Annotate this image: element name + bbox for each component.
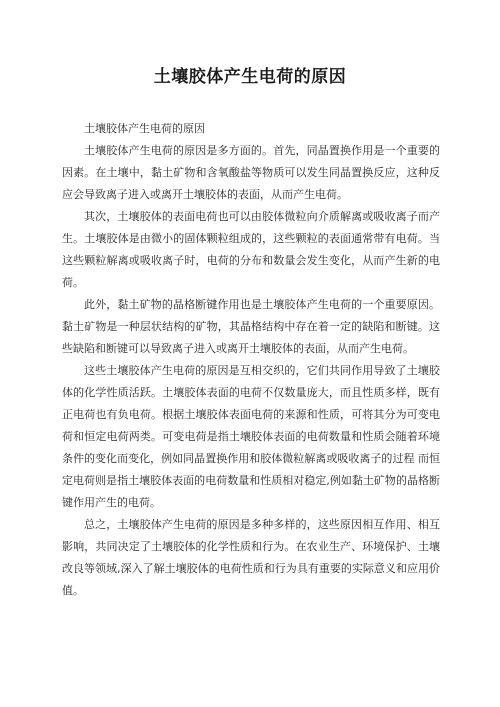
page-title: 土壤胶体产生电荷的原因 xyxy=(153,67,347,87)
paragraph-3: 此外，黏土矿物的晶格断键作用也是土壤胶体产生电荷的一个重要原因。黏土矿物是一种层状结构的矿物，其晶格结构中存在着一定的缺陷和断键。这些缺陷和断键可以导致离子进入或离开土壤胶体的表面，从而产生电荷。 xyxy=(62,298,440,355)
paragraph-4: 这些土壤胶体产生电荷的原因是互相交织的，它们共同作用导致了土壤胶体的化学性质活跃。土壤胶体表面的电荷不仅数量庞大，而且性质多样，既有正电荷也有负电荷。根据土壤胶体表面电荷的来源和性质，可将其分为可变电荷和恒定电荷两类。可变电荷是指土壤胶体表面的电荷数量和性质会随着环境条件的变化而变化，例如同晶置换作用和胶体微粒解离或吸收离子的过程 而恒定电荷则是指土壤胶体表面的电荷数量和性质相对稳定,例如黏土矿物的晶格断键作用产生的电荷。 xyxy=(62,364,440,509)
paragraph-2: 其次，土壤胶体的表面电荷也可以由胶体微粒向介质解离或吸收离子而产生。土壤胶体是由微小的固体颗粒组成的，这些颗粒的表面通常带有电荷。当这些颗粒解离或吸收离子时，电荷的分布和数量会发生变化，从而产生新的电荷。 xyxy=(62,210,440,289)
paragraph-1: 土壤胶体产生电荷的原因是多方面的。首先，同晶置换作用是一个重要的因素。在土壤中，黏土矿物和含氧酸盐等物质可以发生同晶置换反应，这种反应会导致离子进入或离开土壤胶体的表面，从而产生电荷。 xyxy=(62,144,440,201)
document-body xyxy=(62,118,440,602)
subtitle-paragraph: 土壤胶体产生电荷的原因 xyxy=(84,122,205,135)
paragraph-5: 总之，土壤胶体产生电荷的原因是多种多样的，这些原因相互作用、相互影响，共同决定了土壤胶体的化学性质和行为。在农业生产、环境保护、土壤改良等领域,深入了解土壤胶体的电荷性质和行为具有重要的实际意义和应用价值。 xyxy=(62,518,440,597)
